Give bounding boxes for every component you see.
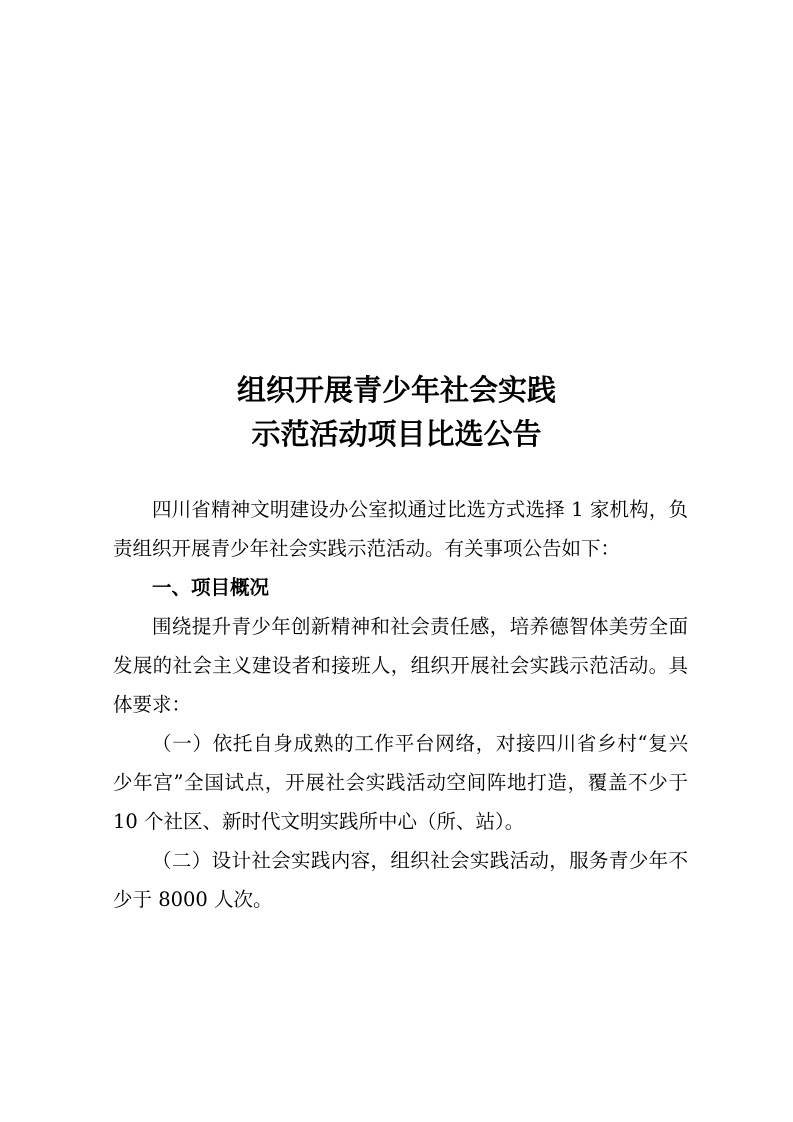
- intro-paragraph: 四川省精神文明建设办公室拟通过比选方式选择 1 家机构，负责组织开展青少年社会实践示范活动。有关事项公告如下：: [113, 498, 688, 560]
- section-1-heading: 一、项目概况: [152, 576, 270, 599]
- item-1-paragraph: （一）依托自身成熟的工作平台网络，对接四川省乡村“复兴少年宫”全国试点，开展社会实践活动空间阵地打造，覆盖不少于 10 个社区、新时代文明实践所中心（所、站）。: [113, 732, 688, 833]
- item-2-paragraph: （二）设计社会实践内容，组织社会实践活动，服务青少年不少于 8000 人次。: [113, 849, 688, 911]
- title-line-1: 组织开展青少年社会实践: [236, 373, 556, 407]
- title-line-2: 示范活动项目比选公告: [251, 417, 542, 451]
- section-1-paragraph: 围绕提升青少年创新精神和社会责任感，培养德智体美劳全面发展的社会主义建设者和接班人，组织开展社会实践示范活动。具体要求：: [113, 615, 688, 716]
- document-body: [113, 490, 688, 919]
- document-title: [0, 368, 793, 456]
